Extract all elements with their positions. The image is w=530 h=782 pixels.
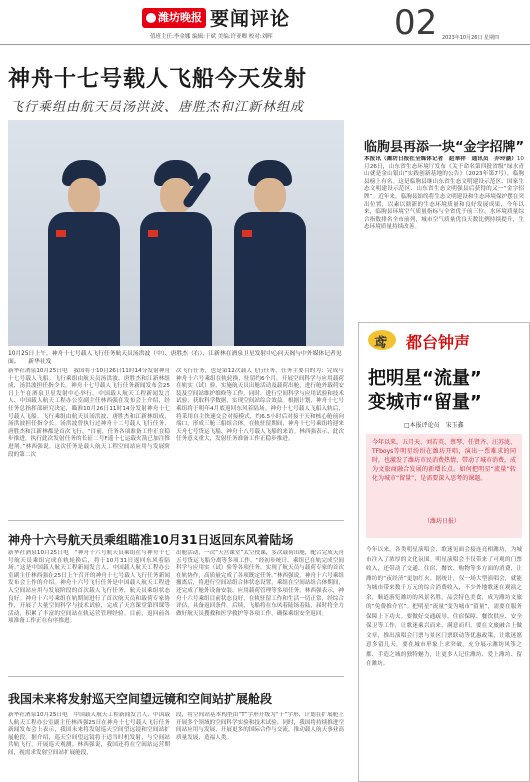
story3-column-2: 段，将空间站基本构型由“T”字形升级为“十”字形，计划在扩展舱上开展多个领域的空间科学实验和技术试验。同时，我国将持续推进空间站应用与发展，开展更多的国际合作与交流，推动载人航天事业高质量发展，造福人类。 <box>176 712 344 741</box>
column-brand: 鸢 都台钟声 <box>368 330 478 350</box>
lead-story-column-2: 次飞行任务，也是第12次载人飞行任务，任务主要目的为：完成与神舟十六号乘组在轨轮换，驻留约6个月，开展空间科学与应用载荷在轨实（试）验，实施航天员出舱活动及载荷出舱，进行舱外载荷安装及空间站维护维修等工作。同时，进行空间科学与应用试验和技术试验，获取科学数据，实现空间站综合效益。根据计划，神舟十七号乘组将于明年4月底返回东风着陆场。神舟十七号载人飞船入轨后，将采用自主快速交会对接模式，约6.5小时后对接于天和核心舱前向端口，形成三舱三船组合体。在轨驻留期间，神舟十七号乘组将迎来天舟七号货运飞船、神舟十八号载人飞船的来访。林西强表示，此次任务意义重大，发射任务准备工作正稳步推进。 <box>176 368 344 443</box>
pull-quote-text: 今年以来，五月天、刘若英、蔡琴、任贤齐、汪苏泷、TFboys等明星纷纷在潍坊开唱，演出一票难求的同时，也激发了潍坊市民消费热情、带动了城市消费，成为文旅商融合发展的新增长点。如何把明星“流量”转化为城市“留量”，是需要深入思考的课题。 <box>372 439 517 482</box>
issue-date: 2023年10月26日 星期四 <box>442 35 500 41</box>
astronaut-right <box>228 150 312 346</box>
section-title: 要闻评论 <box>210 8 291 30</box>
column-title-line-1: 把明星“流量” <box>368 368 482 389</box>
story2-column-2: 出舱活动，一次“天宫课堂”太空授课，多次载荷出舱，配合完成天舟五号货运飞船分离等多项工作。“经初步统计，乘组已在轨完成空间科学与应用实（试）验等各项任务，实现了航天员与载荷专家的首次在轨协作，高质量完成了各项既定任务。”林西强说，神舟十六号乘组撤离后，将进行空间站组合体状态设置，乘组在空间站组合体期间，还完成了舱外设备安装、应用载荷管理等多项任务。林西强表示，神舟十六号乘组目前状态良好，在轨驻留工作和生活一切正常，经综合评估，具备返回条件。后续，飞船将在东风着陆场着陆，届时将全力做好航天员搜救和医学救护等各项工作，确保乘组安全返回。 <box>176 550 344 617</box>
logo-mark-icon <box>146 13 156 23</box>
astronauts-photo <box>8 120 344 346</box>
story-divider <box>8 676 344 677</box>
column-title-line-2: 变城市“留量” <box>368 392 482 413</box>
newspaper-logo: 潍坊晚报 <box>142 8 206 28</box>
story3-column-1: 新华社酒泉10月25日电 中国载人航天工程新闻发言人、中国载人航天工程办公室副主任林西强25日在神舟十七号载人飞行任务新闻发布会上表示，我国未来将发射巡天空间望远镜和空间站扩展舱段。据介绍，巡天空间望远镜将于适当时机发射，与空间站共轨飞行，开展巡天观测。林西强说，我国还将在空间站运营期间，视需求发射空间站扩展舱段， <box>8 712 170 756</box>
astronaut-center <box>134 150 218 346</box>
photo-caption: 10月25日上午，神舟十七号载人飞行任务航天员汤洪波（中）、唐胜杰（右）、江新林在酒泉卫星发射中心问天阁与中外媒体记者见面。 新华社发 <box>8 351 342 365</box>
page-number: 02 <box>394 3 438 43</box>
story2-column-1: 新华社酒泉10月25日电 “神舟十六号航天员乘组在与神舟十七号航天员乘组完成在轨轮换后，将于10月31日返回东风着陆场。”这是中国载人航天工程新闻发言人、中国载人航天工程办公室副主任林西强在25日上午召开的神舟十七号载人飞行任务新闻发布会上作的介绍。神舟十六号飞行任务是中国载人航天工程进入空间站应用与发展阶段的首次载人飞行任务，航天员乘组状态良好。神舟十六号乘组在轨期间进行了首次航天员和载荷专家协作，开展了大量空间科学与技术试验，完成了天宫课堂第四课等活动，积累了丰富的空间站在轨运营管理经验。目前，返回前各项准备工作正在有序推进。 <box>8 550 170 625</box>
lead-headline: 神舟十七号载人飞船今天发射 <box>8 67 308 92</box>
pull-quote-source: （潍坊日报） <box>424 518 461 525</box>
header-divider <box>0 44 530 45</box>
right-article-headline: 临朐县再添一块“金字招牌” <box>364 140 525 155</box>
right-article-byline: 本报讯（潍坊日报社全媒体记者 赵華祥 通讯员 乔玲涵） <box>364 156 517 162</box>
right-article-body <box>364 156 524 272</box>
story-divider <box>8 520 344 521</box>
column-body: 今年以来，各类明星演唱会、歌迷见面会接连亮相潍坊，为城市注入了浓厚的文化氛围。明星演唱会不仅带来了可观的门票收入，还带动了交通、住宿、餐饮、购物等多方面的消费，让潍坊的“夜经济”更加红火。据统计，仅一场大型演唱会，就能为城市带来数千万元的综合消费收入，不少外地歌迷在观演之余，顺道游览潍坊的风景名胜，品尝特色美食，成为潍坊文旅的“免费推介官”。把明星“流量”变为城市“留量”，需要在服务保障上下功夫。要做好交通疏导、住宿保障、餐饮供应、安全保卫等工作，让歌迷乘兴而来、满意而归。要在文旅融合上做文章，推出演唱会门票与景区门票联动等优惠政策，让歌迷愿意多留几天。要在城市形象上求突破，充分展示潍坊风筝之都、手造之城的独特魅力，让更多人记住潍坊、爱上潍坊、留在潍坊。 <box>366 547 522 667</box>
story3-headline: 我国未来将发射巡天空间望远镜和空间站扩展舱段 <box>8 692 273 706</box>
column-author: □本报评论员 宋玉鑫 <box>404 422 464 429</box>
editor-credits: 值班主任:李金娜 编辑:于斌 美编:许亚卿 校对:刘晖 <box>150 34 273 40</box>
astronaut-left <box>42 150 126 346</box>
story2-headline: 神舟十六号航天员乘组瞄准10月31日返回东风着陆场 <box>8 533 294 547</box>
lead-subheadline: 飞行乘组由航天员汤洪波、唐胜杰和江新林组成 <box>10 100 305 115</box>
lead-story-column-1: 新华社酒泉10月25日电 我国将于10月26日11时14分发射神舟十七号载人飞船。飞行乘组由航天员汤洪波、唐胜杰和江新林组成，汤洪波担任指令长。神舟十七号载人飞行任务新闻发布会25日上午在酒泉卫星发射中心举行。中国载人航天工程新闻发言人、中国载人航天工程办公室副主任林西强在发布会上介绍，经任务总指挥部研究决定，瞄准10月26日11时14分发射神舟十七号载人飞船。飞行乘组由航天员汤洪波、唐胜杰和江新林组成，汤洪波担任指令长。汤洪波曾执行过神舟十二号载人飞行任务，唐胜杰和江新林都是首次飞行。“目前，任务各项准备工作正在稳步推进，执行此次发射任务的长征二号F遥十七运载火箭已加注推进剂。”林西强说。这次任务是载人航天工程空间站应用与发展阶段的第二次 <box>8 368 170 458</box>
right-article-text: 10月26日，山东省生态环境厅发布《关于命名第四批省级“绿水青山就是金山银山”实践创新基地的公告》（2023年第7号），临朐县榜上有名。这是临朐县继山东省生态文明建设示范区、国家生态文明建设示范区、山东省生态文明强县后获得的又一“金字招牌”。近年来，临朐县始终将生态文明建设和生态环境保护摆在突出位置，以素以鼎新的生态环境质量和良好发展成果，今年以来，临朐县环境空气质量指标与全省优于前三位，水环境质量综合指数排名全市前列，城市空气质量优良天数比例持续提升，生态环境质量持续改善。 <box>364 156 524 231</box>
